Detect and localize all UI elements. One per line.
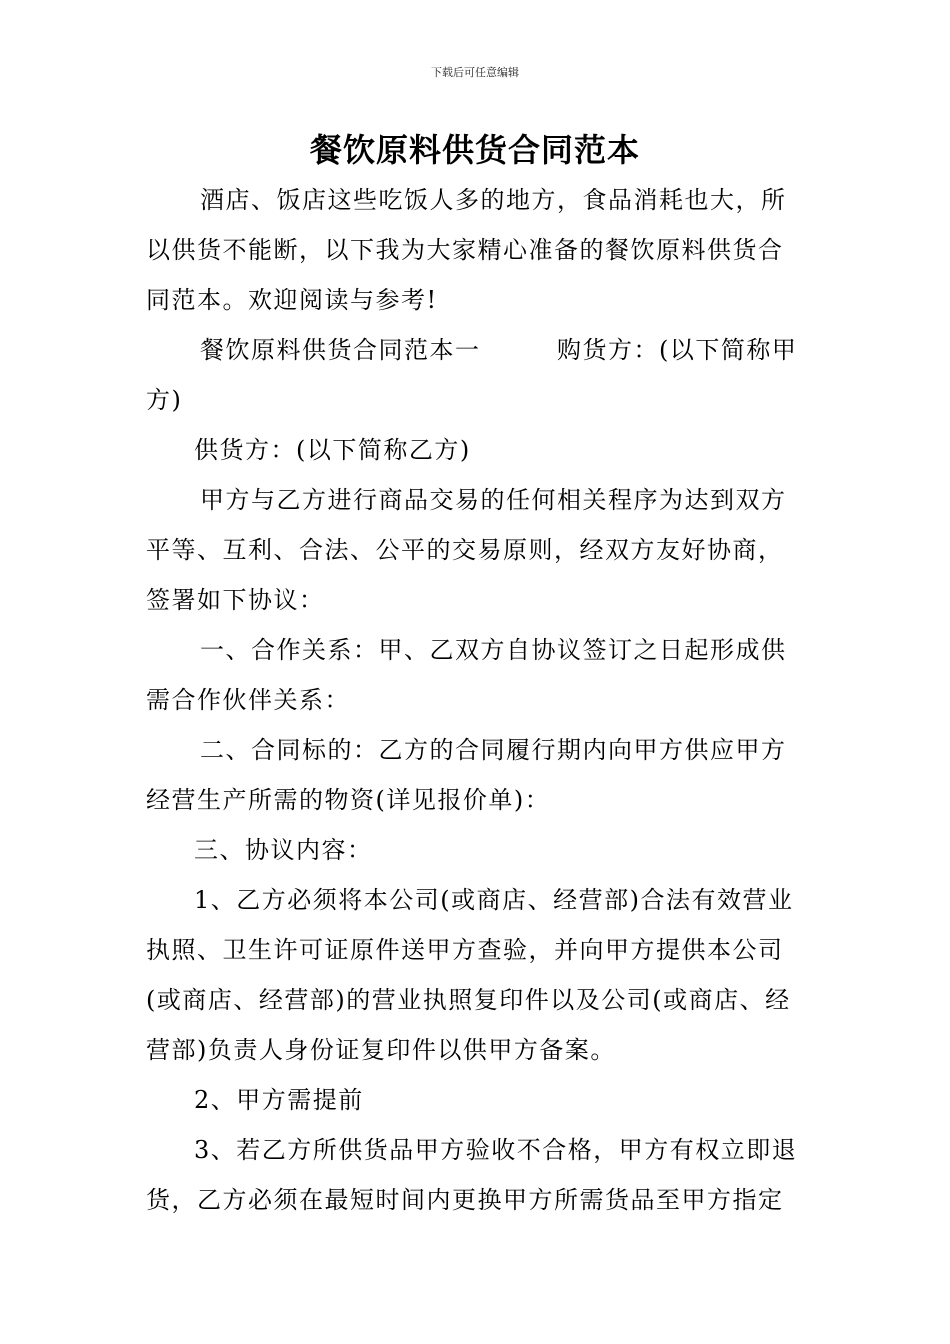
paragraph-line: (或商店、经营部)的营业执照复印件以及公司(或商店、经 — [146, 986, 791, 1014]
paragraph-line: 货，乙方必须在最短时间内更换甲方所需货品至甲方指定 — [146, 1186, 784, 1214]
paragraph-line: 经营生产所需的物资(详见报价单)： — [146, 786, 551, 814]
paragraph-line: 一、合作关系：甲、乙双方自协议签订之日起形成供 — [200, 636, 787, 664]
paragraph-line: 平等、互利、合法、公平的交易原则，经双方友好协商， — [146, 536, 784, 564]
paragraph-line: 同范本。欢迎阅读与参考! — [146, 286, 438, 314]
paragraph-line: 方) — [146, 386, 183, 414]
paragraph-line: 执照、卫生许可证原件送甲方查验，并向甲方提供本公司 — [146, 936, 784, 964]
paragraph-line: 甲方与乙方进行商品交易的任何相关程序为达到双方 — [200, 486, 787, 514]
paragraph-line: 营部)负责人身份证复印件以供甲方备案。 — [146, 1036, 616, 1064]
document-title: 餐饮原料供货合同范本 — [309, 131, 640, 169]
paragraph-line: 1、乙方必须将本公司(或商店、经营部)合法有效营业 — [194, 886, 794, 914]
paragraph-line: 签署如下协议： — [146, 586, 325, 614]
paragraph-line: 3、若乙方所供货品甲方验收不合格，甲方有权立即退 — [194, 1136, 798, 1164]
paragraph-line: 三、协议内容： — [194, 836, 373, 864]
paragraph-line: 供货方：(以下简称乙方) — [194, 436, 471, 464]
paragraph-line: 餐饮原料供货合同范本一 购货方：(以下简称甲 — [200, 336, 798, 364]
paragraph-line: 需合作伙伴关系： — [146, 686, 350, 714]
paragraph-line: 以供货不能断，以下我为大家精心准备的餐饮原料供货合 — [146, 236, 784, 264]
paragraph-line: 二、合同标的：乙方的合同履行期内向甲方供应甲方 — [200, 736, 787, 764]
header-note: 下载后可任意编辑 — [431, 66, 519, 79]
paragraph-line: 2、甲方需提前 — [194, 1086, 364, 1114]
paragraph-line: 酒店、饭店这些吃饭人多的地方，食品消耗也大，所 — [200, 186, 787, 214]
